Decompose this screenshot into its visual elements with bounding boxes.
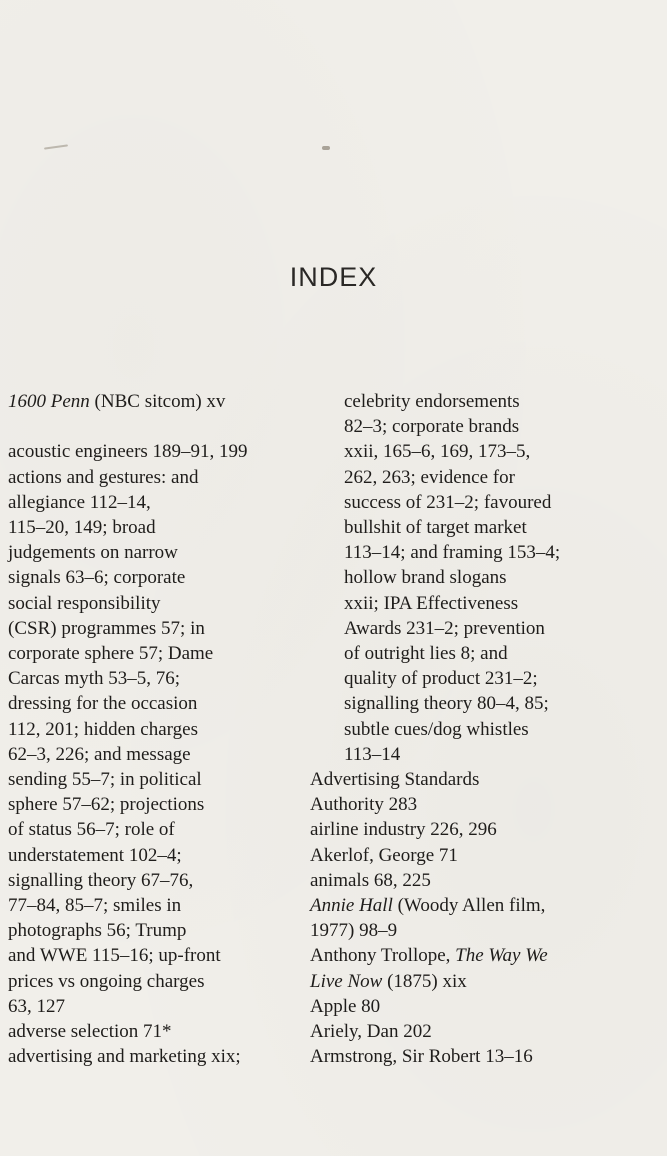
index-line: acoustic engineers 189–91, 199 bbox=[8, 441, 248, 463]
index-line: signalling theory 67–76, bbox=[8, 869, 194, 891]
index-line: social responsibility bbox=[8, 592, 161, 614]
index-entry bbox=[310, 1044, 610, 1069]
index-line: adverse selection 71* bbox=[8, 1021, 172, 1043]
index-entry bbox=[310, 868, 610, 893]
index-line: 82–3; corporate brands bbox=[344, 416, 520, 438]
index-line: Carcas myth 53–5, 76; bbox=[8, 668, 181, 690]
index-line: Advertising Standards bbox=[310, 769, 480, 791]
index-entry bbox=[310, 389, 610, 767]
index-line: 1600 Penn (NBC sitcom) xv bbox=[8, 391, 226, 412]
index-line: bullshit of target market bbox=[344, 517, 527, 539]
index-line: subtle cues/dog whistles bbox=[344, 718, 529, 740]
index-line: (CSR) programmes 57; in bbox=[8, 617, 205, 639]
index-column-left bbox=[8, 389, 298, 1069]
page-title: INDEX bbox=[289, 262, 378, 292]
index-line: sending 55–7; in political bbox=[8, 769, 202, 791]
index-line: Authority 283 bbox=[310, 794, 418, 816]
index-line: Awards 231–2; prevention bbox=[344, 617, 545, 639]
index-line: judgements on narrow bbox=[8, 542, 178, 564]
index-entry bbox=[310, 1019, 610, 1044]
index-entry bbox=[8, 1019, 298, 1044]
page-mark bbox=[322, 146, 330, 150]
index-line: sphere 57–62; projections bbox=[8, 794, 205, 816]
index-line: hollow brand slogans bbox=[344, 567, 507, 589]
index-line: Annie Hall (Woody Allen film, bbox=[310, 895, 546, 917]
index-entry bbox=[310, 943, 610, 993]
index-line: xxii; IPA Effectiveness bbox=[344, 592, 519, 614]
page-mark bbox=[44, 144, 68, 149]
index-line: and WWE 115–16; up-front bbox=[8, 945, 221, 967]
index-line: Akerlof, George 71 bbox=[310, 844, 458, 866]
index-line: Live Now (1875) xix bbox=[310, 970, 467, 992]
index-entry bbox=[8, 1044, 298, 1069]
index-entry bbox=[310, 767, 610, 817]
index-line: prices vs ongoing charges bbox=[8, 970, 205, 992]
index-line: 115–20, 149; broad bbox=[8, 517, 156, 538]
index-line: 62–3, 226; and message bbox=[8, 743, 191, 765]
entry-gap bbox=[8, 414, 298, 439]
index-line: photographs 56; Trump bbox=[8, 920, 187, 942]
index-line: understatement 102–4; bbox=[8, 844, 182, 866]
index-line: advertising and marketing xix; bbox=[8, 1046, 241, 1068]
index-entry bbox=[8, 439, 298, 464]
index-line: celebrity endorsements bbox=[344, 391, 520, 412]
index-line: 77–84, 85–7; smiles in bbox=[8, 895, 182, 917]
index-line: Anthony Trollope, The Way We bbox=[310, 945, 548, 967]
index-line: success of 231–2; favoured bbox=[344, 491, 552, 513]
index-line: animals 68, 225 bbox=[310, 869, 431, 891]
index-line: signals 63–6; corporate bbox=[8, 567, 186, 589]
index-line: Ariely, Dan 202 bbox=[310, 1021, 432, 1043]
index-entry bbox=[310, 893, 610, 943]
index-line: corporate sphere 57; Dame bbox=[8, 643, 214, 665]
index-line: Armstrong, Sir Robert 13–16 bbox=[310, 1046, 533, 1068]
index-entry bbox=[8, 465, 298, 1019]
index-line: quality of product 231–2; bbox=[344, 668, 538, 690]
index-line: 112, 201; hidden charges bbox=[8, 718, 198, 740]
index-entry bbox=[8, 389, 298, 414]
index-line: of outright lies 8; and bbox=[344, 643, 508, 665]
index-line: signalling theory 80–4, 85; bbox=[344, 693, 549, 715]
index-entry bbox=[310, 843, 610, 868]
index-line: 113–14 bbox=[344, 743, 401, 765]
index-column-right bbox=[310, 389, 610, 1069]
index-line: 262, 263; evidence for bbox=[344, 466, 515, 488]
index-line: xxii, 165–6, 169, 173–5, bbox=[344, 441, 531, 463]
index-line: 113–14; and framing 153–4; bbox=[344, 542, 561, 564]
index-line: of status 56–7; role of bbox=[8, 819, 175, 841]
index-line: actions and gestures: and bbox=[8, 466, 199, 488]
index-entry bbox=[310, 994, 610, 1019]
index-line: allegiance 112–14, bbox=[8, 491, 151, 513]
index-line: airline industry 226, 296 bbox=[310, 819, 497, 841]
index-entry bbox=[310, 817, 610, 842]
index-line: Apple 80 bbox=[310, 995, 381, 1017]
index-line: dressing for the occasion bbox=[8, 693, 198, 715]
index-line: 63, 127 bbox=[8, 995, 65, 1017]
index-line: 1977) 98–9 bbox=[310, 920, 398, 942]
